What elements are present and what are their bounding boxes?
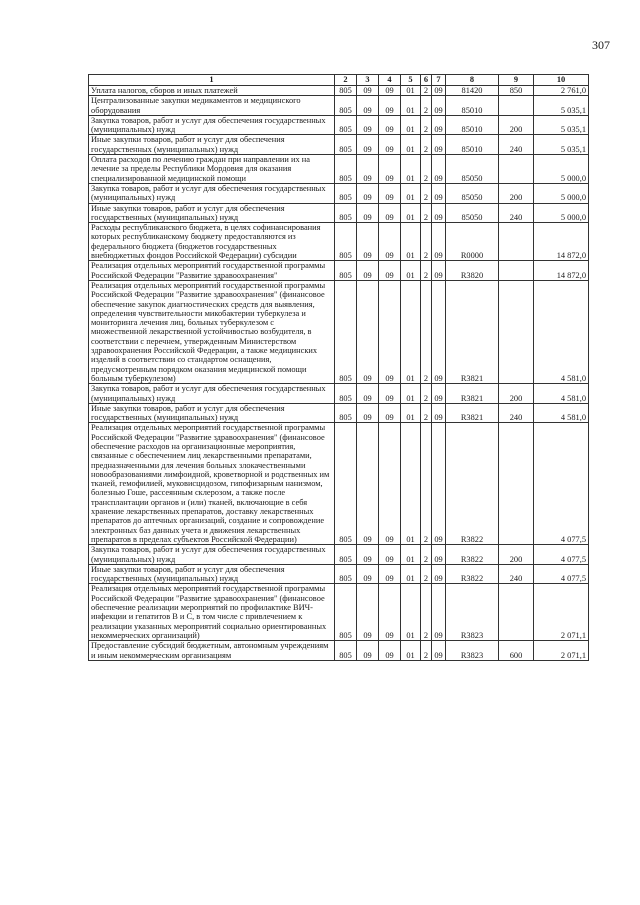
row-description: Иные закупки товаров, работ и услуг для обеспечения государственных (муниципальных) нужд: [89, 403, 335, 423]
program-code: 01: [401, 423, 421, 545]
expense-type-code: [499, 223, 534, 261]
ministry-code: 805: [335, 135, 357, 155]
table-row: [89, 115, 589, 135]
expense-item-code: R3822: [446, 545, 499, 565]
section-code: 09: [357, 584, 379, 641]
header-col-5: 5: [401, 75, 421, 86]
section-code: 09: [357, 155, 379, 184]
subprogram-code: 2: [421, 223, 432, 261]
program-code: 01: [401, 384, 421, 404]
program-code: 01: [401, 223, 421, 261]
row-description: Закупка товаров, работ и услуг для обеспечения государственных (муниципальных) нужд: [89, 115, 335, 135]
amount: 2 071,1: [534, 641, 589, 661]
section-code: 09: [357, 135, 379, 155]
program-code: 01: [401, 584, 421, 641]
event-code: 09: [432, 545, 446, 565]
row-description: Иные закупки товаров, работ и услуг для обеспечения государственных (муниципальных) нужд: [89, 564, 335, 584]
header-col-10: 10: [534, 75, 589, 86]
amount: 5 000,0: [534, 203, 589, 223]
ministry-code: 805: [335, 384, 357, 404]
program-code: 01: [401, 96, 421, 116]
subprogram-code: 2: [421, 135, 432, 155]
ministry-code: 805: [335, 155, 357, 184]
amount: 4 077,5: [534, 423, 589, 545]
amount: 5 035,1: [534, 115, 589, 135]
amount: 5 035,1: [534, 135, 589, 155]
row-description: Реализация отдельных мероприятий государственной программы Российской Федерации "Развитие здравоохранения" (финансовое обеспечение реализации мероприятий по профилактике ВИЧ-инфекции и гепатитов B и C, в том числе с привлечением к реализации указанных мероприятий социально ориентированных некоммерческих организаций): [89, 584, 335, 641]
subsection-code: 09: [379, 261, 401, 281]
program-code: 01: [401, 564, 421, 584]
subsection-code: 09: [379, 223, 401, 261]
expense-type-code: 240: [499, 135, 534, 155]
subprogram-code: 2: [421, 86, 432, 96]
expense-type-code: 200: [499, 545, 534, 565]
table-row: [89, 203, 589, 223]
row-description: Предоставление субсидий бюджетным, автономным учреждениям и иным некоммерческим организациям: [89, 641, 335, 661]
ministry-code: 805: [335, 584, 357, 641]
subsection-code: 09: [379, 135, 401, 155]
amount: 2 071,1: [534, 584, 589, 641]
expense-item-code: 85050: [446, 203, 499, 223]
expense-type-code: [499, 280, 534, 383]
expense-type-code: 240: [499, 403, 534, 423]
expense-item-code: 85010: [446, 115, 499, 135]
subsection-code: 09: [379, 115, 401, 135]
event-code: 09: [432, 203, 446, 223]
event-code: 09: [432, 403, 446, 423]
table-row: [89, 564, 589, 584]
row-description: Оплата расходов по лечению граждан при направлении их на лечение за пределы Республики Мордовия для оказания специализированной медицинской помощи: [89, 155, 335, 184]
amount: 14 872,0: [534, 223, 589, 261]
amount: 4 077,5: [534, 545, 589, 565]
program-code: 01: [401, 183, 421, 203]
subprogram-code: 2: [421, 384, 432, 404]
table-row: [89, 183, 589, 203]
ministry-code: 805: [335, 545, 357, 565]
amount: 4 077,5: [534, 564, 589, 584]
section-code: 09: [357, 641, 379, 661]
expense-type-code: 200: [499, 183, 534, 203]
section-code: 09: [357, 115, 379, 135]
section-code: 09: [357, 423, 379, 545]
section-code: 09: [357, 86, 379, 96]
subsection-code: 09: [379, 564, 401, 584]
expense-item-code: R3822: [446, 423, 499, 545]
event-code: 09: [432, 223, 446, 261]
row-description: Закупка товаров, работ и услуг для обеспечения государственных (муниципальных) нужд: [89, 183, 335, 203]
event-code: 09: [432, 423, 446, 545]
subprogram-code: 2: [421, 564, 432, 584]
section-code: 09: [357, 564, 379, 584]
table-row: [89, 641, 589, 661]
ministry-code: 805: [335, 115, 357, 135]
table-row: [89, 223, 589, 261]
subprogram-code: 2: [421, 545, 432, 565]
expense-item-code: 85010: [446, 96, 499, 116]
subsection-code: 09: [379, 96, 401, 116]
section-code: 09: [357, 96, 379, 116]
amount: 5 000,0: [534, 183, 589, 203]
section-code: 09: [357, 403, 379, 423]
table-row: [89, 423, 589, 545]
header-row: [89, 75, 589, 86]
expense-type-code: 600: [499, 641, 534, 661]
subsection-code: 09: [379, 545, 401, 565]
expense-item-code: R3821: [446, 384, 499, 404]
amount: 4 581,0: [534, 384, 589, 404]
header-col-2: 2: [335, 75, 357, 86]
section-code: 09: [357, 261, 379, 281]
table-row: [89, 384, 589, 404]
table-row: [89, 155, 589, 184]
expense-item-code: R3822: [446, 564, 499, 584]
event-code: 09: [432, 261, 446, 281]
program-code: 01: [401, 280, 421, 383]
header-col-1: 1: [89, 75, 335, 86]
expense-item-code: R3823: [446, 584, 499, 641]
amount: 5 000,0: [534, 155, 589, 184]
expense-item-code: R3821: [446, 280, 499, 383]
row-description: Реализация отдельных мероприятий государственной программы Российской Федерации "Развитие здравоохранения" (финансовое обеспечение закупок диагностических средств для выявления, определения чувствительности микобактерии туберкулеза и мониторинга лечения лиц, больных туберкулезом с множественной лекарственной устойчивостью возбудителя, в соответствии с перечнем, утвержденным Министерством здравоохранения Российской Федерации, а также медицинских изделий в соответствии со стандартом оснащения, предусмотренным порядком оказания медицинской помощи больным туберкулезом): [89, 280, 335, 383]
ministry-code: 805: [335, 564, 357, 584]
expense-item-code: 85010: [446, 135, 499, 155]
expense-type-code: [499, 261, 534, 281]
row-description: Реализация отдельных мероприятий государственной программы Российской Федерации "Развитие здравоохранения" (финансовое обеспечение расходов на организационные мероприятия, связанные с обеспечением лиц лекарственными препаратами, предназначенными для лечения больных злокачественными новообразованиями лимфоидной, кроветворной и родственных им тканей, гемофилией, муковисцидозом, гипофизарным нанизмом, болезнью Гоше, рассеянным склерозом, а также после трансплантации органов и (или) тканей, включающие в себя хранение лекарственных препаратов, доставку лекарственных препаратов до аптечных организаций, создание и сопровождение электронных баз данных учета и движения лекарственных препаратов в пределах субъектов Российской Федерации): [89, 423, 335, 545]
section-code: 09: [357, 203, 379, 223]
expense-item-code: R3821: [446, 403, 499, 423]
header-col-7: 7: [432, 75, 446, 86]
subsection-code: 09: [379, 384, 401, 404]
table-row: [89, 261, 589, 281]
subprogram-code: 2: [421, 183, 432, 203]
subsection-code: 09: [379, 423, 401, 545]
ministry-code: 805: [335, 261, 357, 281]
subsection-code: 09: [379, 403, 401, 423]
ministry-code: 805: [335, 280, 357, 383]
ministry-code: 805: [335, 203, 357, 223]
subsection-code: 09: [379, 155, 401, 184]
row-description: Реализация отдельных мероприятий государственной программы Российской Федерации "Развитие здравоохранения": [89, 261, 335, 281]
event-code: 09: [432, 96, 446, 116]
ministry-code: 805: [335, 96, 357, 116]
event-code: 09: [432, 135, 446, 155]
amount: 5 035,1: [534, 96, 589, 116]
event-code: 09: [432, 564, 446, 584]
table-row: [89, 280, 589, 383]
subprogram-code: 2: [421, 280, 432, 383]
row-description: Уплата налогов, сборов и иных платежей: [89, 86, 335, 96]
subprogram-code: 2: [421, 115, 432, 135]
section-code: 09: [357, 545, 379, 565]
expense-item-code: R3820: [446, 261, 499, 281]
expense-type-code: 200: [499, 384, 534, 404]
subprogram-code: 2: [421, 96, 432, 116]
header-col-6: 6: [421, 75, 432, 86]
expense-type-code: [499, 423, 534, 545]
program-code: 01: [401, 261, 421, 281]
budget-table: [88, 74, 589, 661]
expense-item-code: R0000: [446, 223, 499, 261]
event-code: 09: [432, 641, 446, 661]
ministry-code: 805: [335, 641, 357, 661]
subsection-code: 09: [379, 203, 401, 223]
row-description: Закупка товаров, работ и услуг для обеспечения государственных (муниципальных) нужд: [89, 384, 335, 404]
table-row: [89, 135, 589, 155]
event-code: 09: [432, 115, 446, 135]
amount: 2 761,0: [534, 86, 589, 96]
program-code: 01: [401, 115, 421, 135]
program-code: 01: [401, 135, 421, 155]
table-row: [89, 584, 589, 641]
expense-type-code: 240: [499, 564, 534, 584]
expense-item-code: 85050: [446, 155, 499, 184]
expense-type-code: 200: [499, 115, 534, 135]
amount: 14 872,0: [534, 261, 589, 281]
expense-type-code: [499, 96, 534, 116]
subprogram-code: 2: [421, 403, 432, 423]
section-code: 09: [357, 223, 379, 261]
row-description: Расходы республиканского бюджета, в целях софинансирования которых республиканскому бюджету предоставляются из федерального бюджета (бюджетов государственных внебюджетных фондов Российской Федерации) субсидии: [89, 223, 335, 261]
expense-item-code: R3823: [446, 641, 499, 661]
subsection-code: 09: [379, 641, 401, 661]
row-description: Иные закупки товаров, работ и услуг для обеспечения государственных (муниципальных) нужд: [89, 203, 335, 223]
section-code: 09: [357, 384, 379, 404]
header-col-4: 4: [379, 75, 401, 86]
header-col-8: 8: [446, 75, 499, 86]
table-row: [89, 86, 589, 96]
program-code: 01: [401, 545, 421, 565]
section-code: 09: [357, 280, 379, 383]
program-code: 01: [401, 203, 421, 223]
table-row: [89, 545, 589, 565]
ministry-code: 805: [335, 403, 357, 423]
row-description: Иные закупки товаров, работ и услуг для обеспечения государственных (муниципальных) нужд: [89, 135, 335, 155]
event-code: 09: [432, 183, 446, 203]
program-code: 01: [401, 155, 421, 184]
subprogram-code: 2: [421, 641, 432, 661]
event-code: 09: [432, 384, 446, 404]
row-description: Закупка товаров, работ и услуг для обеспечения государственных (муниципальных) нужд: [89, 545, 335, 565]
program-code: 01: [401, 403, 421, 423]
page-number: 307: [592, 38, 610, 52]
header-col-9: 9: [499, 75, 534, 86]
program-code: 01: [401, 641, 421, 661]
subprogram-code: 2: [421, 423, 432, 545]
expense-type-code: 850: [499, 86, 534, 96]
header-col-3: 3: [357, 75, 379, 86]
amount: 4 581,0: [534, 403, 589, 423]
section-code: 09: [357, 183, 379, 203]
event-code: 09: [432, 280, 446, 383]
table-row: [89, 96, 589, 116]
subsection-code: 09: [379, 86, 401, 96]
table-row: [89, 403, 589, 423]
expense-item-code: 81420: [446, 86, 499, 96]
ministry-code: 805: [335, 223, 357, 261]
subprogram-code: 2: [421, 261, 432, 281]
expense-type-code: [499, 155, 534, 184]
ministry-code: 805: [335, 423, 357, 545]
ministry-code: 805: [335, 86, 357, 96]
expense-item-code: 85050: [446, 183, 499, 203]
expense-type-code: [499, 584, 534, 641]
event-code: 09: [432, 86, 446, 96]
row-description: Централизованные закупки медикаментов и медицинского оборудования: [89, 96, 335, 116]
expense-type-code: 240: [499, 203, 534, 223]
subprogram-code: 2: [421, 584, 432, 641]
subsection-code: 09: [379, 280, 401, 383]
event-code: 09: [432, 584, 446, 641]
program-code: 01: [401, 86, 421, 96]
ministry-code: 805: [335, 183, 357, 203]
subprogram-code: 2: [421, 155, 432, 184]
subsection-code: 09: [379, 584, 401, 641]
event-code: 09: [432, 155, 446, 184]
amount: 4 581,0: [534, 280, 589, 383]
subsection-code: 09: [379, 183, 401, 203]
subprogram-code: 2: [421, 203, 432, 223]
